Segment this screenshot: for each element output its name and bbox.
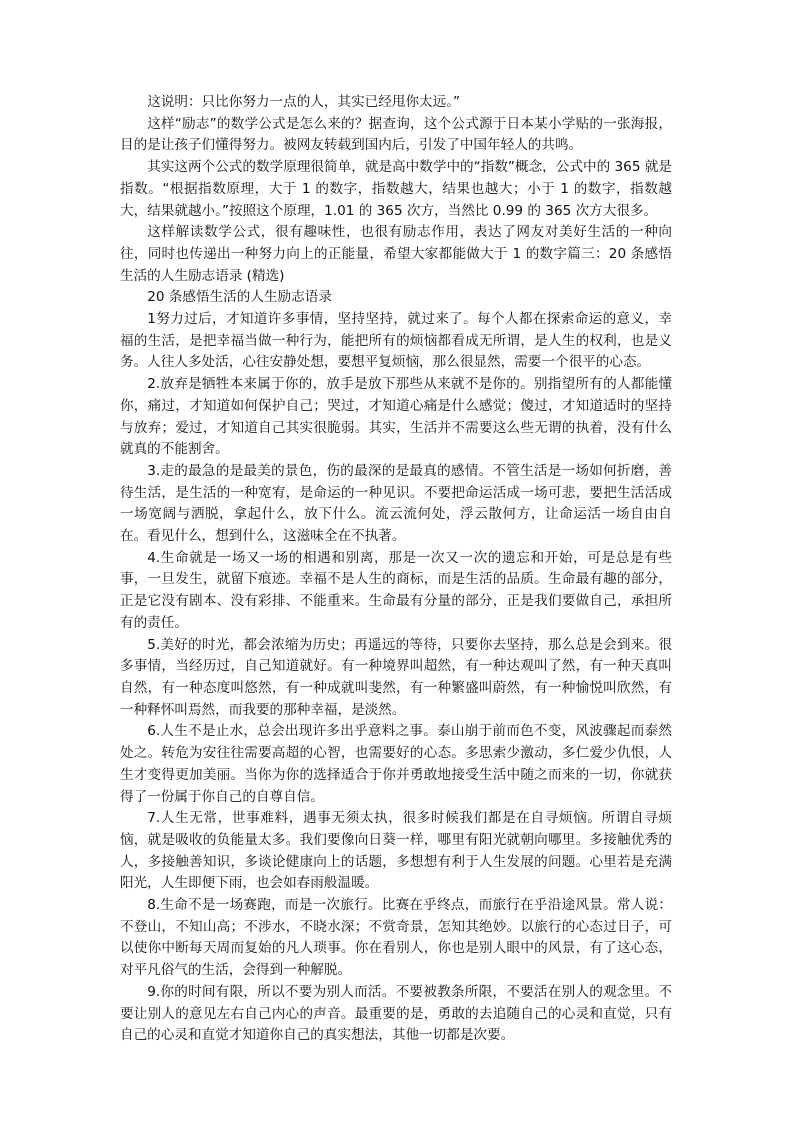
document-body bbox=[120, 92, 672, 1047]
quote-item-7: 7.人生无常，世事难料，遇事无须太执，很多时候我们都是在自寻烦恼。所谓自寻烦恼，就是吸收的负能量太多。我们要像向日葵一样，哪里有阳光就朝向哪里。多接触优秀的人，多接触善知识，多谈论健康向上的话题，多想想有利于人生发展的问题。心里若是充满阳光，人生即便下雨，也会如春雨般温暖。 bbox=[120, 810, 672, 892]
quote-item-5: 5.美好的时光，都会浓缩为历史；再遥远的等待，只要你去坚持，那么总是会到来。很多事情，当经历过，自己知道就好。有一种境界叫超然，有一种达观叫了然，有一种天真叫自然，有一种态度叫悠然，有一种成就叫斐然，有一种繁盛叫蔚然，有一种愉悦叫欣然，有一种释怀叫焉然，而我要的那种幸福，是淡然。 bbox=[120, 636, 672, 718]
quote-item-9: 9.你的时间有限，所以不要为别人而活。不要被教条所限，不要活在别人的观念里。不要让别人的意见左右自己内心的声音。最重要的是，勇敢的去追随自己的心灵和直觉，只有自己的心灵和直觉才知道你自己的真实想法，其他一切都是次要。 bbox=[120, 983, 672, 1044]
quote-item-2: 2.放弃是牺牲本来属于你的，放手是放下那些从来就不是你的。别指望所有的人都能懂你，痛过，才知道如何保护自己；哭过，才知道心痛是什么感觉；傻过，才知道适时的坚持与放弃；爱过，才知道自己其实很脆弱。其实，生活并不需要这么些无谓的执着，没有什么就真的不能割舍。 bbox=[120, 376, 672, 458]
quote-item-8: 8.生命不是一场赛跑，而是一次旅行。比赛在乎终点，而旅行在乎沿途风景。常人说：不登山，不知山高；不涉水，不晓水深；不赏奇景，怎知其绝妙。以旅行的心态过日子，可以使你中断每天周而复始的凡人琐事。你在看别人，你也是别人眼中的风景，有了这心态，对平凡俗气的生活，会得到一种解脱。 bbox=[120, 897, 672, 979]
paragraph-formula-origin: 这样“励志”的数学公式是怎么来的？据查询，这个公式源于日本某小学贴的一张海报，目的是让孩子们懂得努力。被网友转载到国内后，引发了中国年轻人的共鸣。 bbox=[120, 115, 672, 154]
paragraph-intro-quote: 这说明：只比你努力一点的人，其实已经甩你太远。” bbox=[147, 94, 461, 110]
section-title: 20 条感悟生活的人生励志语录 bbox=[147, 289, 332, 306]
quote-item-4: 4.生命就是一场又一场的相遇和别离，那是一次又一次的遗忘和开始，可是总是有些事，一旦发生，就留下痕迹。幸福不是人生的商标，而是生活的品质。生命最有趣的部分，正是它没有剧本、没有彩排、不能重来。生命最有分量的部分，正是我们要做自己，承担所有的责任。 bbox=[120, 549, 672, 631]
paragraph-exponent-principle: 其实这两个公式的数学原理很简单，就是高中数学中的“指数”概念，公式中的 365 就是指数。“根据指数原理，大于 1 的数字，指数越大，结果也越大；小于 1 的数字，指数越大，结果就越小。”按照这个原理，1.01 的 365 次方，当然比 0.99 的 365 次方大很多。 bbox=[120, 159, 672, 219]
quote-item-1: 1努力过后，才知道许多事情，坚持坚持，就过来了。每个人都在探索命运的意义，幸福的生活，是把幸福当做一种行为，能把所有的烦恼都看成无所谓，是人生的权利，也是义务。人往人多处活，心往安静处想，要想平复烦恼，那么很显然，需要一个很平的心态。 bbox=[120, 311, 672, 371]
quote-item-6: 6.人生不是止水，总会出现许多出乎意料之事。泰山崩于前而色不变，风波骤起而泰然处之。转危为安往往需要高超的心智，也需要好的心态。多思索少激动，多仁爱少仇恨，人生才变得更加美丽。当你为你的选择适合于你并勇敢地接受生活中随之而来的一切，你就获得了一份属于你自己的自尊自信。 bbox=[120, 723, 672, 805]
quote-item-3: 3.走的最急的是最美的景色，伤的最深的是最真的感情。不管生活是一场如何折磨，善待生活，是生活的一种宽宥，是命运的一种见识。不要把命运活成一场可悲，要把生活活成一场宽阔与洒脱，拿起什么，放下什么。流云流何处，浮云散何方，让命运活一场自由自在。看见什么，想到什么，这滋味全在不执著。 bbox=[120, 462, 672, 545]
paragraph-interpretation: 这样解读数学公式，很有趣味性，也很有励志作用，表达了网友对美好生活的一种向往，同时也传递出一种努力向上的正能量，希望大家都能做大于 1 的数字篇三：20 条感悟生活的人生励志语录 (精选) bbox=[120, 224, 672, 284]
